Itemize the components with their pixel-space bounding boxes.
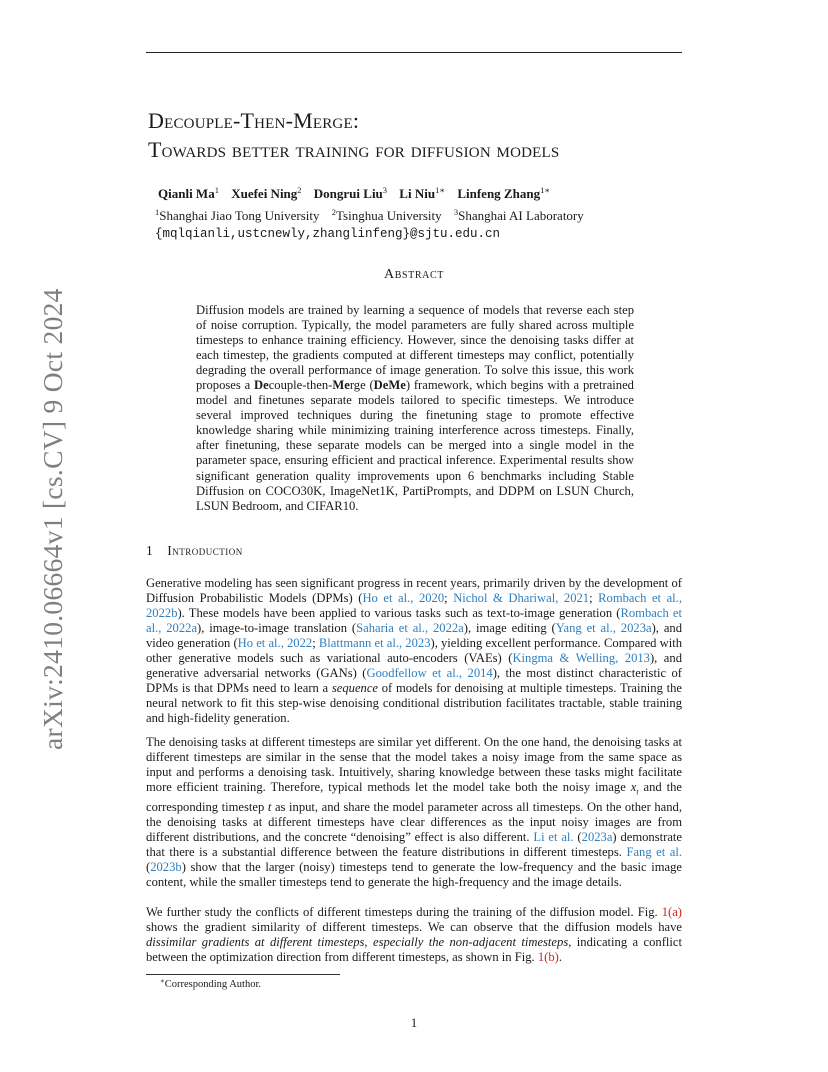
paragraph-text: ), the most distinct characteristic of DPMs is that DPMs need to learn a [146, 666, 682, 696]
abstract-bold: Me [332, 378, 350, 393]
abstract-bold: DeMe [373, 378, 406, 393]
citation-link[interactable]: Nichol & Dhariwal, 2021 [453, 591, 590, 606]
footnote-text: Corresponding Author. [164, 979, 262, 990]
affiliation-name: Shanghai Jiao Tong University [159, 208, 320, 223]
page-number: 1 [410, 1016, 418, 1030]
paragraph-text: , indicating a conflict between the optimization direction from different timesteps, as shown in Fig. [146, 935, 682, 965]
paragraph-text: as input, and share the model parameter across all timesteps. On the other hand, the denoising tasks at different timesteps have clear differences as the input noisy images are from different distributions, and the concrete “denoising” effect is also different. [146, 799, 683, 844]
arxiv-side-identifier: arXiv:2410.06664v1 [cs.CV] 9 Oct 2024 [37, 288, 68, 750]
abstract-heading: Abstract [384, 267, 444, 282]
paragraph-text: ; [589, 591, 599, 606]
paragraph-text: ; [444, 591, 454, 606]
paragraph-text: ), image editing ( [463, 621, 556, 636]
paragraph-text: shows the gradient similarity of different timesteps. We can observe that the diffusion models have [146, 920, 682, 935]
abstract-text: rge ( [349, 378, 374, 393]
citation-link[interactable]: Saharia et al., 2022a [356, 621, 464, 636]
author-name: Xuefei Ning [231, 186, 298, 201]
author-affil-mark: 1∗ [540, 185, 551, 195]
affiliation-mark: 3 [453, 207, 459, 217]
paragraph-text: ( [146, 859, 151, 874]
math-subscript: t [636, 787, 639, 797]
paper-title [148, 106, 748, 164]
math-variable: x [630, 780, 637, 795]
author-affil-mark: 1∗ [435, 185, 446, 195]
citation-link[interactable]: Rombach et al., 2022a [146, 606, 682, 636]
footnote-mark: ∗ [160, 977, 165, 985]
affiliation-mark: 1 [155, 207, 160, 217]
paragraph-text: We further study the conflicts of different timesteps during the training of the diffusion model. Fig. [146, 905, 662, 919]
paragraph-text: ) show that the larger (noisy) timesteps tend to generate the low-frequency and the basic image content, while the smaller timesteps tend to generate the high-frequency and the image details. [146, 859, 682, 889]
affiliations [155, 203, 584, 225]
author-name: Dongrui Liu [313, 186, 383, 201]
abstract-body [196, 303, 634, 514]
citation-link[interactable]: Li et al. [533, 829, 574, 844]
section-heading-introduction [146, 543, 243, 559]
paragraph-text: ). These models have been applied to various tasks such as text-to-image generation ( [177, 606, 621, 621]
author-name: Linfeng Zhang [457, 186, 541, 201]
abstract-bold: De [254, 378, 269, 393]
paragraph-text: Generative modeling has seen significant progress in recent years, primarily driven by the development of Diffusion Probabilistic Models (DPMs) ( [146, 576, 682, 606]
paragraph-text: of models for denoising at multiple timesteps. Training the neural network to fit this step-wise denoising conditional distribution facilitates tractable, stable training and high-fidelity generation. [146, 681, 682, 726]
affiliation-name: Shanghai AI Laboratory [458, 208, 584, 223]
footnote-rule [146, 974, 340, 975]
intro-paragraph-3 [146, 905, 682, 965]
citation-link[interactable]: 2023b [150, 859, 182, 874]
citation-link[interactable]: Goodfellow et al., 2014 [366, 666, 493, 681]
paragraph-text: . [558, 950, 562, 965]
author-affil-mark: 3 [382, 185, 388, 195]
paragraph-text: ( [573, 829, 582, 844]
paragraph-text: ), and video generation ( [146, 621, 682, 651]
abstract-text: ) framework, which begins with a pretrained model and finetunes separate models tailored to specific timesteps. We introduce several improved techniques during the finetuning stage to promote effective knowledge sharing while minimizing training interference across timesteps. Finally, after finetuning, these separate models can be merged into a single model in the parameter space, ensuring efficient and practical inference. Experimental results show significant generation quality improvements upon 6 benchmarks including Stable Diffusion on COCO30K, ImageNet1K, PartiPrompts, and DDPM on LSUN Church, LSUN Bedroom, and CIFAR10. [196, 378, 634, 513]
footnote [160, 977, 261, 990]
author-name: Qianli Ma [158, 186, 215, 201]
citation-link[interactable]: Blattmann et al., 2023 [318, 636, 431, 651]
author-block [155, 181, 584, 243]
math-variable: t [267, 799, 272, 814]
author-affil-mark: 1 [214, 185, 219, 195]
abstract-text: couple-then- [268, 378, 333, 393]
paragraph-text: ; [312, 636, 319, 651]
intro-paragraph-1 [146, 576, 682, 726]
author-names [158, 181, 584, 203]
paragraph-text: The denoising tasks at different timesteps are similar yet different. On the one hand, the denoising tasks at different timesteps are similar in the sense that the model takes a noisy image from the same space as input and performs a denoising task. Intuitively, sharing knowledge between these tasks might facilitate more efficient training. Therefore, typical methods let the model take both the noisy image [146, 735, 682, 795]
author-name: Li Niu [399, 186, 436, 201]
citation-link[interactable]: Kingma & Welling, 2013 [512, 651, 650, 666]
paragraph-text: ), and generative adversarial networks (GANs) ( [146, 651, 682, 681]
paragraph-text: and the corresponding timestep [146, 780, 682, 814]
citation-link[interactable]: Ho et al., 2022 [237, 636, 313, 651]
citation-link[interactable]: Rombach et al., 2022b [146, 591, 682, 621]
paragraph-text: ) demonstrate that there is a substantial difference between the feature distributions in different timesteps. [146, 829, 683, 859]
citation-link[interactable]: Yang et al., 2023a [555, 621, 652, 636]
citation-link[interactable]: 2023a [581, 829, 613, 844]
emphasis-text: sequence [331, 681, 379, 696]
author-email: {mqlqianli,ustcnewly,zhanglinfeng}@sjtu.edu.cn [155, 227, 501, 241]
abstract-text: Diffusion models are trained by learning a sequence of models that reverse each step of noise corruption. Typically, the model parameters are fully shared across multiple timesteps to enhance training efficiency. However, since the denoising tasks differ at each timestep, the gradients computed at different timesteps may conflict, potentially degrading the overall performance of image generation. To solve this issue, this work proposes a [196, 303, 634, 393]
intro-paragraph-2 [146, 735, 682, 890]
section-title: Introduction [167, 543, 243, 558]
title-line-2: Towards better training for diffusion models [148, 137, 560, 162]
figure-reference-link[interactable]: 1(b) [537, 950, 559, 965]
title-line-1: Decouple-Then-Merge: [148, 108, 360, 133]
emphasis-text: dissimilar gradients at different timesteps, especially the non-adjacent timesteps [146, 935, 569, 950]
figure-reference-link[interactable]: 1(a) [661, 905, 682, 919]
paragraph-text: ), yielding excellent performance. Compared with other generative models such as variational auto-encoders (VAEs) ( [146, 636, 683, 666]
citation-link[interactable]: Ho et al., 2020 [362, 591, 445, 606]
section-number: 1 [146, 543, 154, 558]
affiliation-mark: 2 [331, 207, 337, 217]
paragraph-text: ), image-to-image translation ( [197, 621, 357, 636]
top-rule [146, 52, 682, 53]
citation-link[interactable]: Fang et al. [626, 844, 682, 859]
author-affil-mark: 2 [297, 185, 302, 195]
affiliation-name: Tsinghua University [336, 208, 442, 223]
